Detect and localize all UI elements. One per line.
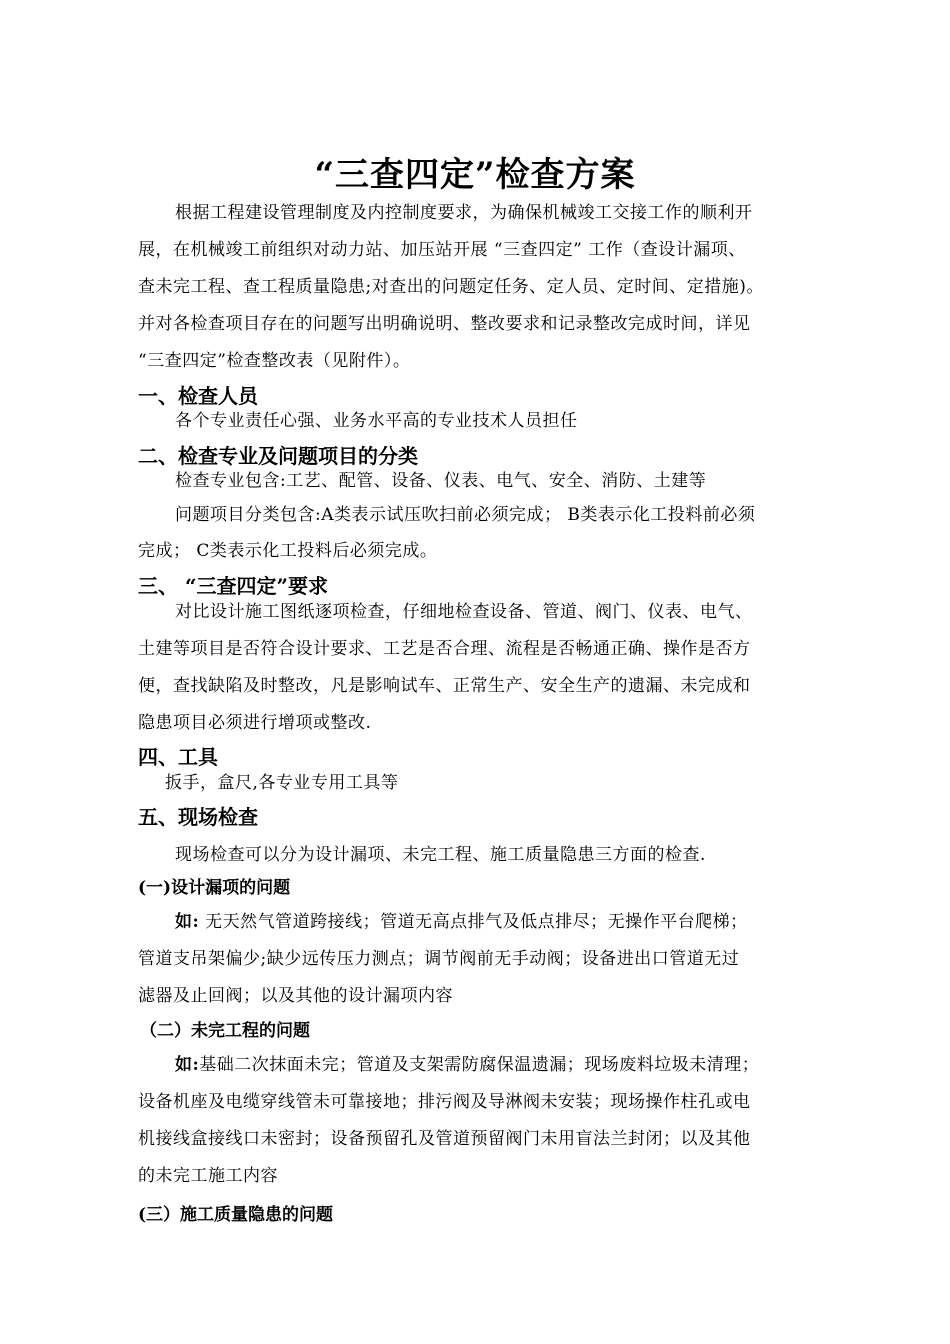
subsection-2-heading: （二）未完工程的问题 xyxy=(140,1021,310,1041)
page-title: “三查四定”检查方案 xyxy=(314,155,636,195)
intro-line-1: 根据工程建设管理制度及内控制度要求，为确保机械竣工交接工作的顺利开 xyxy=(175,203,753,223)
section-1-body: 各个专业责任心强、业务水平高的专业技术人员担任 xyxy=(175,411,578,431)
subsection-2-line-2: 设备机座及电缆穿线管未可靠接地；排污阀及导淋阀未安装；现场操作柱孔或电 xyxy=(138,1092,751,1112)
section-3-line-2: 土建等项目是否符合设计要求、工艺是否合理、流程是否畅通正确、操作是否方 xyxy=(138,639,751,659)
subsection-2-line-4: 的未完工施工内容 xyxy=(138,1166,278,1186)
section-3-heading: 三、 “三查四定”要求 xyxy=(138,574,328,598)
subsection-1-line-1-text: 无天然气管道跨接线；管道无高点排气及低点排尽；无操作平台爬梯； xyxy=(199,912,748,932)
subsection-2-line-1-text: 基础二次抹面未完；管道及支架需防腐保温遗漏；现场废料垃圾未清理； xyxy=(199,1055,760,1075)
section-4-heading: 四、工具 xyxy=(138,745,218,769)
intro-line-2: 展，在机械竣工前组织对动力站、加压站开展 “三查四定” 工作（查设计漏项、 xyxy=(138,240,746,260)
subsection-1-line-1 xyxy=(175,910,748,934)
section-3-line-1: 对比设计施工图纸逐项检查，仔细地检查设备、管道、阀门、仪表、电气、 xyxy=(175,602,753,622)
section-2-line-1: 检查专业包含:工艺、配管、设备、仪表、电气、安全、消防、土建等 xyxy=(175,471,707,491)
subsection-1-line-3: 滤器及止回阀；以及其他的设计漏项内容 xyxy=(138,986,453,1006)
subsection-3-heading: (三）施工质量隐患的问题 xyxy=(138,1205,334,1225)
section-2-line-3: 完成； C类表示化工投料后必须完成。 xyxy=(138,541,438,561)
subsection-1-lead: 如: xyxy=(175,912,200,932)
section-1-heading: 一、检查人员 xyxy=(138,384,258,408)
intro-line-3: 查未完工程、查工程质量隐患;对查出的问题定任务、定人员、定时间、定措施)。 xyxy=(138,277,764,297)
subsection-2-line-3: 机接线盒接线口未密封；设备预留孔及管道预留阀门未用盲法兰封闭；以及其他 xyxy=(138,1129,751,1149)
subsection-1-heading: (一)设计漏项的问题 xyxy=(138,878,291,898)
subsection-2-lead: 如: xyxy=(175,1055,200,1075)
subsection-2-line-1 xyxy=(175,1053,759,1077)
section-5-heading: 五、现场检查 xyxy=(138,805,258,829)
section-5-body: 现场检查可以分为设计漏项、未完工程、施工质量隐患三方面的检查. xyxy=(175,845,706,865)
section-3-line-4: 隐患项目必须进行增项或整改. xyxy=(138,713,372,733)
subsection-1-line-2: 管道支吊架偏少;缺少远传压力测点；调节阀前无手动阀；设备进出口管道无过 xyxy=(138,949,740,969)
section-3-line-3: 便，查找缺陷及时整改，凡是影响试车、正常生产、安全生产的遗漏、未完成和 xyxy=(138,676,751,696)
section-2-line-2: 问题项目分类包含:A类表示试压吹扫前必须完成； B类表示化工投料前必须 xyxy=(175,505,756,525)
intro-line-4: 并对各检查项目存在的问题写出明确说明、整改要求和记录整改完成时间，详见 xyxy=(138,314,751,334)
section-4-body: 扳手，盒尺,各专业专用工具等 xyxy=(165,773,399,793)
intro-line-5: “三查四定”检查整改表（见附件）。 xyxy=(138,351,411,371)
section-2-heading: 二、检查专业及问题项目的分类 xyxy=(138,444,418,468)
